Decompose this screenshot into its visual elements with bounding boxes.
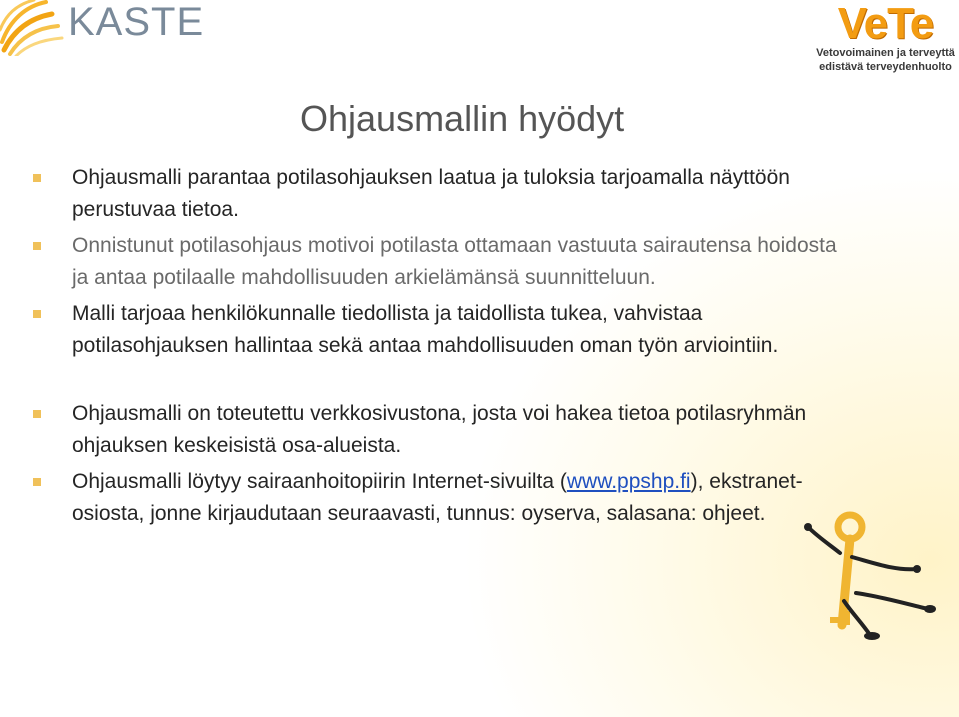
ppshp-website-link[interactable]: www.ppshp.fi	[566, 470, 691, 493]
square-bullet-icon	[33, 478, 41, 486]
square-bullet-icon	[33, 242, 41, 250]
bullet-text: Malli tarjoaa henkilökunnalle tiedollista ja taidollista tukea, vahvistaa potilasohjauksen hallintaa sekä antaa mahdollisuuden oman työn arviointiin.	[72, 302, 779, 357]
square-bullet-icon	[33, 410, 41, 418]
bullet-text: Onnistunut potilasohjaus motivoi potilasta ottamaan vastuuta sairautensa hoidosta ja antaa potilaalle mahdollisuuden arkielämänsä suunnitteluun.	[72, 234, 837, 289]
square-bullet-icon	[33, 174, 41, 182]
vete-logo-title: VeTe	[837, 0, 934, 48]
kaste-logo-text: KASTE	[68, 0, 205, 44]
kaste-swirl-icon	[0, 0, 66, 56]
square-bullet-icon	[33, 310, 41, 318]
vete-logo	[812, 0, 959, 80]
bullet-text-after-link: ), ekstranet- osiosta, jonne kirjaudutaan seuraavasti, tunnus: oyserva, salasana: ohjeet.	[72, 470, 803, 525]
bullet-text	[72, 466, 842, 530]
vete-logo-line2: edistävä terveydenhuolto	[819, 61, 952, 73]
bullet-text: Ohjausmalli parantaa potilasohjauksen laatua ja tuloksia tarjoamalla näyttöön perustuvaa tietoa.	[72, 166, 790, 221]
slide-title: Ohjausmallin hyödyt	[300, 98, 625, 139]
bullet-text: Ohjausmalli on toteutettu verkkosivustona, josta voi hakea tietoa potilasryhmän ohjauksen keskeisistä osa-alueista.	[72, 402, 807, 457]
key-character-icon	[800, 505, 940, 645]
vete-logo-line1: Vetovoimainen ja terveyttä	[816, 47, 955, 59]
kaste-logo	[0, 0, 205, 56]
bullet-text-before-link: Ohjausmalli löytyy sairaanhoitopiirin Internet-sivuilta (	[72, 470, 567, 493]
